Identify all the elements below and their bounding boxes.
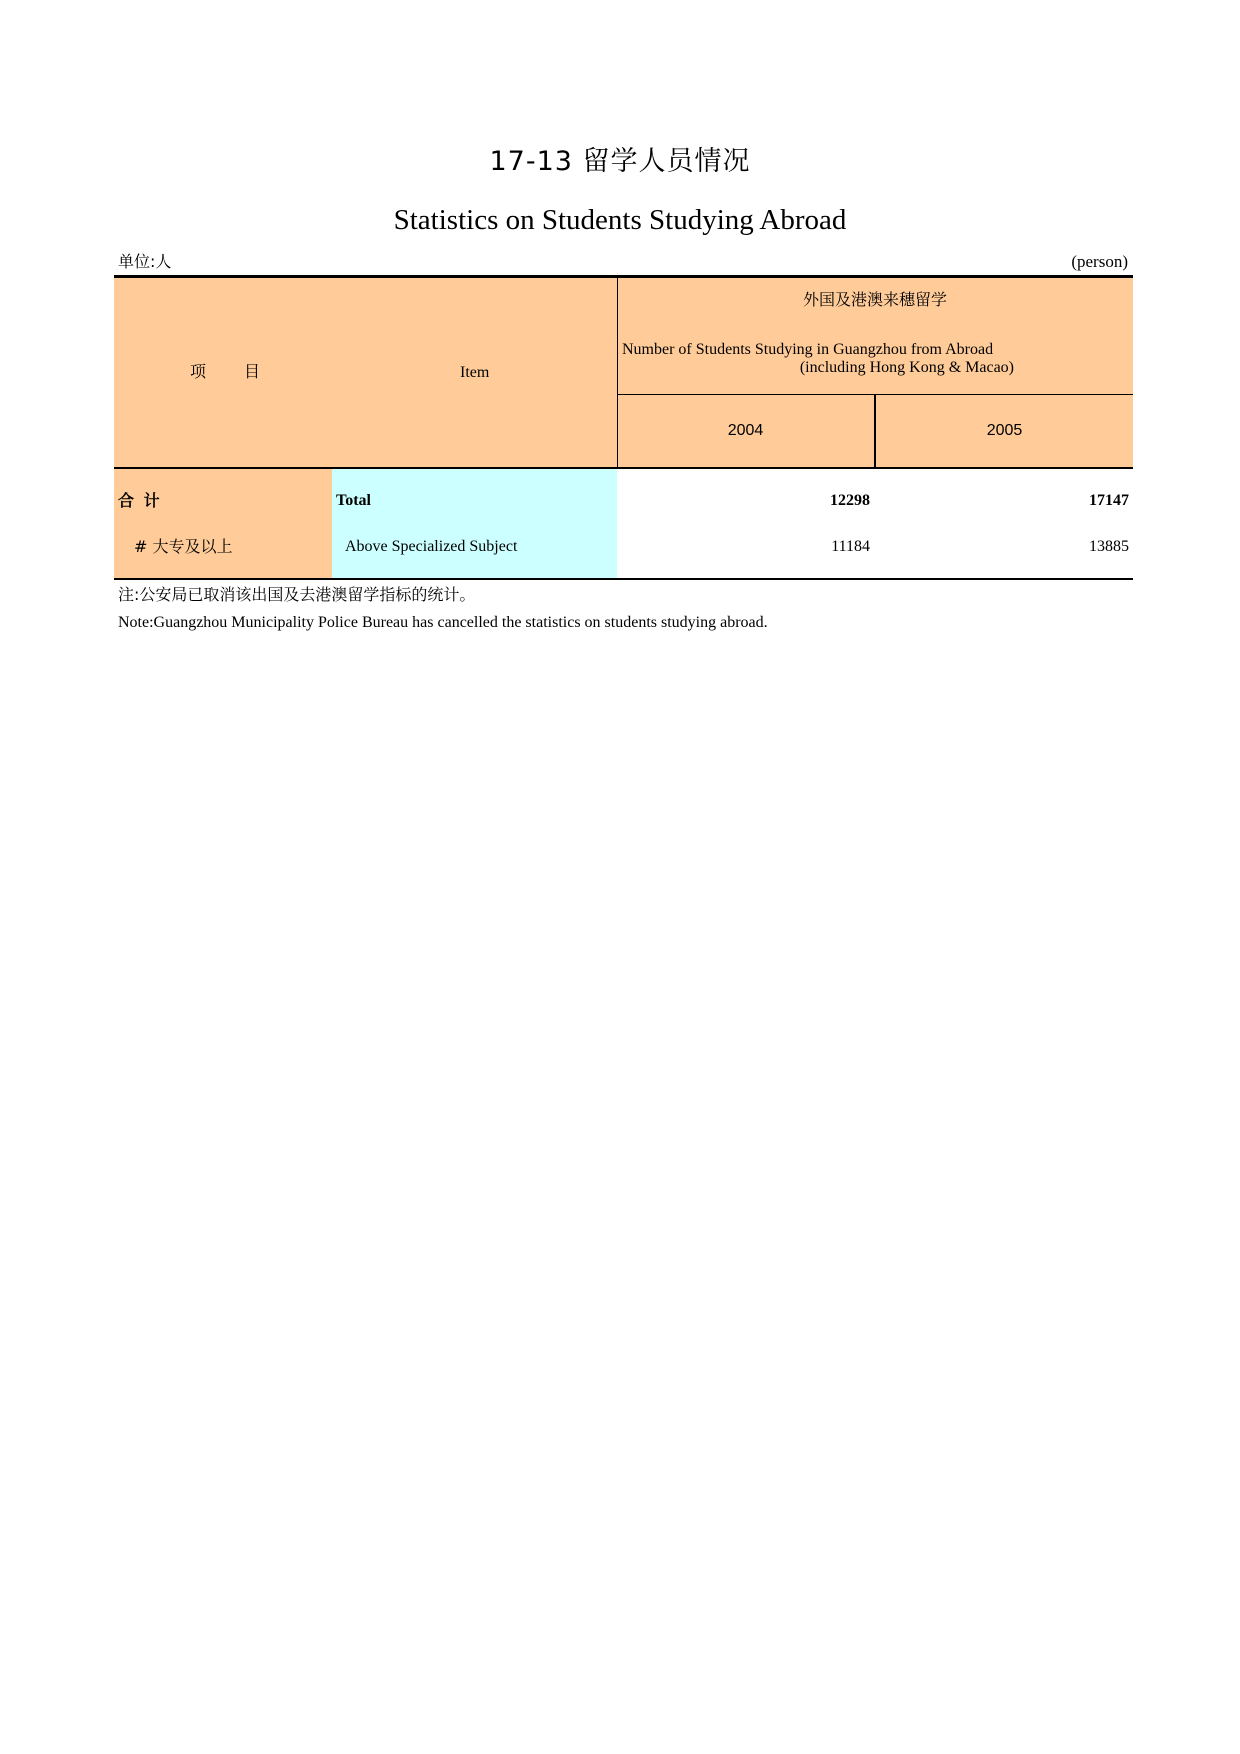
header-group-english-line2: (including Hong Kong & Macao)	[799, 359, 1014, 376]
row-above-specialized-value-2004: 11184	[831, 538, 870, 555]
table-bottom-rule	[114, 578, 1133, 580]
row-total-value-2005: 17147	[1089, 492, 1129, 509]
header-year-2004: 2004	[727, 422, 764, 439]
page-title-english: Statistics on Students Studying Abroad	[393, 204, 847, 236]
row-above-specialized-value-2005: 13885	[1089, 538, 1129, 555]
row-label-cn-column	[114, 469, 332, 578]
note-chinese: 注:公安局已取消该出国及去港澳留学指标的统计。	[118, 585, 476, 604]
unit-label-chinese: 单位:人	[118, 252, 172, 271]
statistics-table	[114, 275, 1133, 580]
unit-label-english: (person)	[1071, 252, 1128, 271]
row-above-specialized-label-english: Above Specialized Subject	[345, 538, 518, 555]
page-title-chinese: 17-13 留学人员情况	[489, 146, 751, 177]
note-english: Note:Guangzhou Municipality Police Bureau has cancelled the statistics on students studying abroad.	[118, 614, 768, 631]
header-year-2005: 2005	[986, 422, 1023, 439]
table-header-rule	[114, 467, 1133, 469]
row-total-label-english: Total	[336, 492, 371, 509]
table-top-rule	[114, 275, 1133, 278]
row-above-specialized-label-chinese: # 大专及以上	[134, 537, 233, 556]
header-group-chinese: 外国及港澳来穗留学	[802, 290, 947, 309]
row-total-value-2004: 12298	[830, 492, 870, 509]
row-label-en-column	[332, 469, 617, 578]
header-group-english-line1: Number of Students Studying in Guangzhou from Abroad	[622, 341, 994, 358]
header-item-chinese: 项 目	[190, 362, 263, 381]
header-item-english: Item	[460, 364, 490, 381]
row-total-label-chinese: 合 计	[118, 491, 162, 510]
